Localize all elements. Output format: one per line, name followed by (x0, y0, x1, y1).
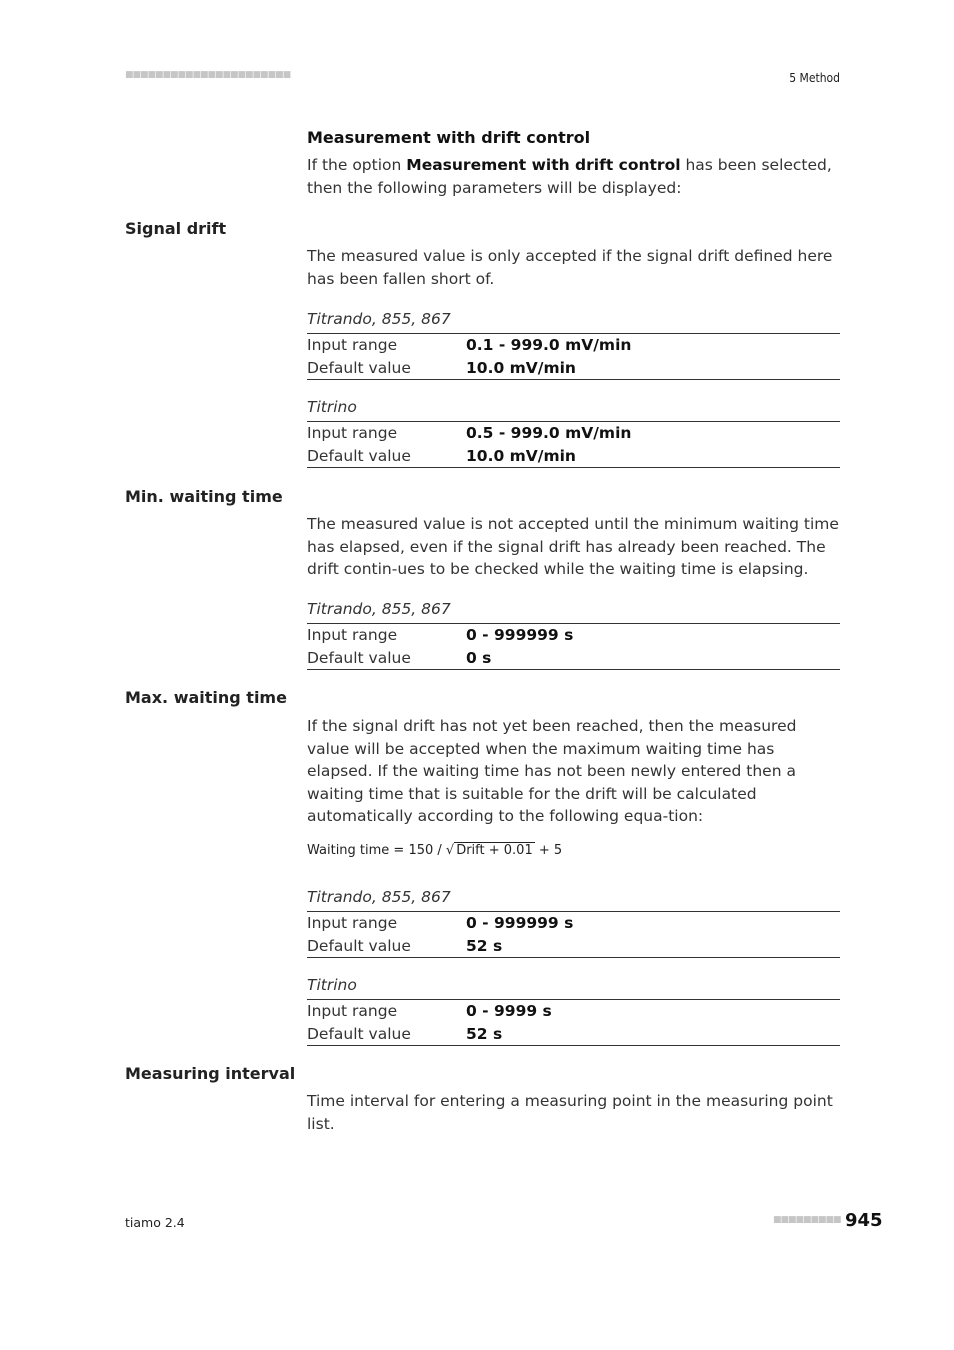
row-value: 52 s (466, 936, 503, 955)
param-table (307, 911, 840, 958)
row-label: Input range (307, 336, 398, 354)
row-value: 0 - 999999 s (466, 914, 574, 932)
row-value: 0 - 9999 s (466, 1002, 552, 1020)
row-label: Input range (307, 626, 398, 644)
row-value: 10.0 mV/min (466, 358, 576, 377)
table-row (307, 357, 840, 380)
intro-text-before: If the option (307, 156, 407, 174)
table-row (307, 935, 840, 958)
table-row (307, 334, 840, 357)
param-table (307, 421, 840, 468)
header-decoration: ■■■■■■■■■■■■■■■■■■■■■■ (125, 70, 291, 80)
table-title: Titrando, 855, 867 (307, 310, 451, 328)
row-label: Default value (307, 1024, 411, 1043)
table-title: Titrino (307, 398, 357, 416)
section-heading: Measurement with drift control (307, 128, 591, 147)
param-description-measuring-interval: Time interval for entering a measuring point in the measuring point list. (307, 1092, 833, 1133)
row-label: Input range (307, 424, 398, 442)
row-label: Input range (307, 914, 398, 932)
chapter-title: 5 Method (789, 71, 840, 85)
table-row (307, 1000, 840, 1023)
product-name: tiamo 2.4 (125, 1215, 185, 1230)
table-row (307, 445, 840, 468)
intro-text-bold: Measurement with drift control (406, 156, 681, 174)
param-description-signal-drift: The measured value is only accepted if the signal drift defined here has been fallen short of. (307, 247, 833, 288)
row-value: 0.5 - 999.0 mV/min (466, 424, 632, 442)
param-label-min-waiting-time: Min. waiting time (125, 487, 283, 506)
table-row (307, 912, 840, 935)
table-title: Titrando, 855, 867 (307, 888, 451, 906)
table-row (307, 1023, 840, 1046)
table-row (307, 624, 840, 647)
param-label-max-waiting-time: Max. waiting time (125, 688, 287, 707)
intro-text-after: has been selected, then the following parameters will be displayed: (307, 156, 832, 197)
page-number: 945 (845, 1210, 883, 1231)
row-label: Default value (307, 936, 411, 955)
param-label-measuring-interval: Measuring interval (125, 1064, 296, 1083)
row-label: Input range (307, 1002, 398, 1020)
equation-right: + 5 (534, 843, 563, 858)
param-label-signal-drift: Signal drift (125, 219, 227, 238)
row-value: 0.1 - 999.0 mV/min (466, 336, 632, 354)
intro-paragraph (307, 154, 840, 199)
table-row (307, 422, 840, 445)
param-table (307, 333, 840, 380)
table-title: Titrino (307, 976, 357, 994)
param-description-max-waiting-time: If the signal drift has not yet been reached, then the measured value will be accepted when the maximum waiting time has elapsed. If the waiting time has not been newly entered then a waiting time that is suitable for the drift will be calculated automatically according to the following equa-tion: (307, 717, 797, 825)
table-row (307, 647, 840, 670)
row-label: Default value (307, 446, 411, 465)
param-description-min-waiting-time: The measured value is not accepted until the minimum waiting time has elapsed, even if the signal drift has already been reached. The drift contin-ues to be checked while the waiting time is elapsing. (307, 515, 839, 578)
param-table (307, 999, 840, 1046)
param-table (307, 623, 840, 670)
row-value: 0 s (466, 648, 492, 667)
row-label: Default value (307, 358, 411, 377)
footer-decoration: ■■■■■■■■■ (773, 1215, 841, 1225)
equation-radicand: Drift + 0.01 (456, 843, 533, 858)
table-title: Titrando, 855, 867 (307, 600, 451, 618)
waiting-time-equation (307, 842, 562, 858)
row-value: 0 - 999999 s (466, 626, 574, 644)
row-label: Default value (307, 648, 411, 667)
row-value: 52 s (466, 1024, 503, 1043)
equation-left: Waiting time = 150 / √ (307, 843, 455, 858)
row-value: 10.0 mV/min (466, 446, 576, 465)
